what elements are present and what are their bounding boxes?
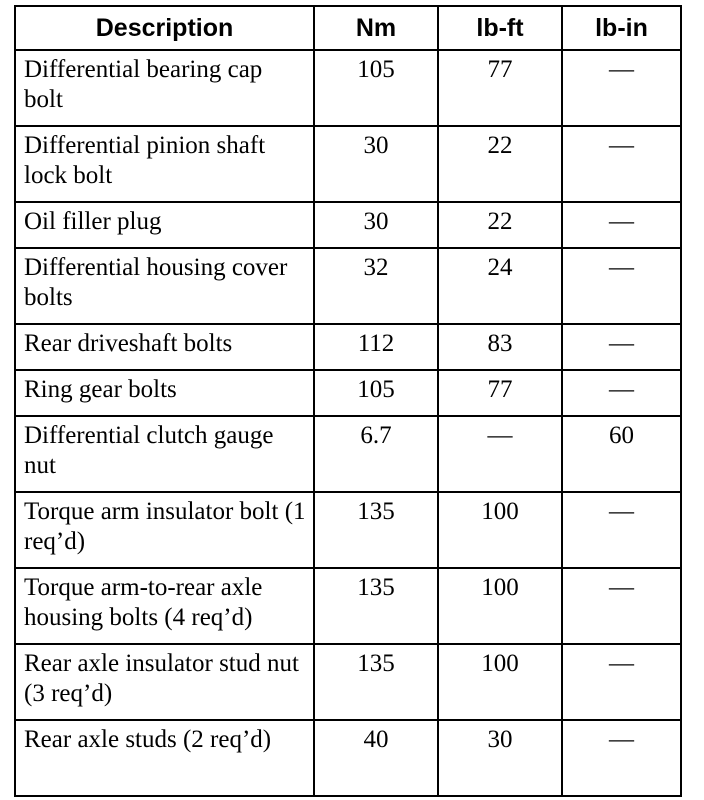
- description-cell: Ring gear bolts: [15, 370, 314, 416]
- table-row: [15, 370, 681, 416]
- lbft-cell: 83: [438, 324, 562, 370]
- lbin-cell: —: [562, 370, 681, 416]
- nm-cell: 30: [314, 126, 438, 202]
- lbin-column-header: lb-in: [562, 6, 681, 50]
- lbft-column-header: lb-ft: [438, 6, 562, 50]
- description-cell: Torque arm insulator bolt (1 req’d): [15, 492, 314, 568]
- lbin-cell: —: [562, 720, 681, 796]
- header-row: [15, 6, 681, 50]
- lbin-cell: —: [562, 492, 681, 568]
- table-row: [15, 568, 681, 644]
- lbin-cell: —: [562, 324, 681, 370]
- torque-specifications-table: [14, 5, 682, 797]
- description-cell: Differential bearing cap bolt: [15, 50, 314, 126]
- table-row: [15, 202, 681, 248]
- lbft-cell: 100: [438, 644, 562, 720]
- description-cell: Oil filler plug: [15, 202, 314, 248]
- description-cell: Differential pinion shaft lock bolt: [15, 126, 314, 202]
- table-row: [15, 248, 681, 324]
- lbft-cell: —: [438, 416, 562, 492]
- nm-cell: 32: [314, 248, 438, 324]
- lbin-cell: —: [562, 50, 681, 126]
- lbft-cell: 24: [438, 248, 562, 324]
- nm-column-header: Nm: [314, 6, 438, 50]
- lbin-cell: —: [562, 248, 681, 324]
- description-cell: Differential clutch gauge nut: [15, 416, 314, 492]
- description-cell: Rear driveshaft bolts: [15, 324, 314, 370]
- lbin-cell: —: [562, 202, 681, 248]
- lbin-cell: 60: [562, 416, 681, 492]
- description-cell: Rear axle studs (2 req’d): [15, 720, 314, 796]
- lbft-cell: 30: [438, 720, 562, 796]
- lbft-cell: 100: [438, 568, 562, 644]
- table-row: [15, 416, 681, 492]
- lbin-cell: —: [562, 568, 681, 644]
- lbft-cell: 22: [438, 202, 562, 248]
- nm-cell: 105: [314, 50, 438, 126]
- nm-cell: 40: [314, 720, 438, 796]
- table-row: [15, 126, 681, 202]
- table-row: [15, 720, 681, 796]
- nm-cell: 135: [314, 568, 438, 644]
- lbft-cell: 77: [438, 50, 562, 126]
- lbft-cell: 100: [438, 492, 562, 568]
- table-row: [15, 50, 681, 126]
- nm-cell: 105: [314, 370, 438, 416]
- nm-cell: 6.7: [314, 416, 438, 492]
- nm-cell: 135: [314, 644, 438, 720]
- description-cell: Torque arm-to-rear axle housing bolts (4 req’d): [15, 568, 314, 644]
- nm-cell: 30: [314, 202, 438, 248]
- lbin-cell: —: [562, 126, 681, 202]
- lbin-cell: —: [562, 644, 681, 720]
- description-cell: Differential housing cover bolts: [15, 248, 314, 324]
- table-row: [15, 644, 681, 720]
- lbft-cell: 22: [438, 126, 562, 202]
- description-cell: Rear axle insulator stud nut (3 req’d): [15, 644, 314, 720]
- description-column-header: Description: [15, 6, 314, 50]
- nm-cell: 135: [314, 492, 438, 568]
- table-row: [15, 492, 681, 568]
- lbft-cell: 77: [438, 370, 562, 416]
- nm-cell: 112: [314, 324, 438, 370]
- table-row: [15, 324, 681, 370]
